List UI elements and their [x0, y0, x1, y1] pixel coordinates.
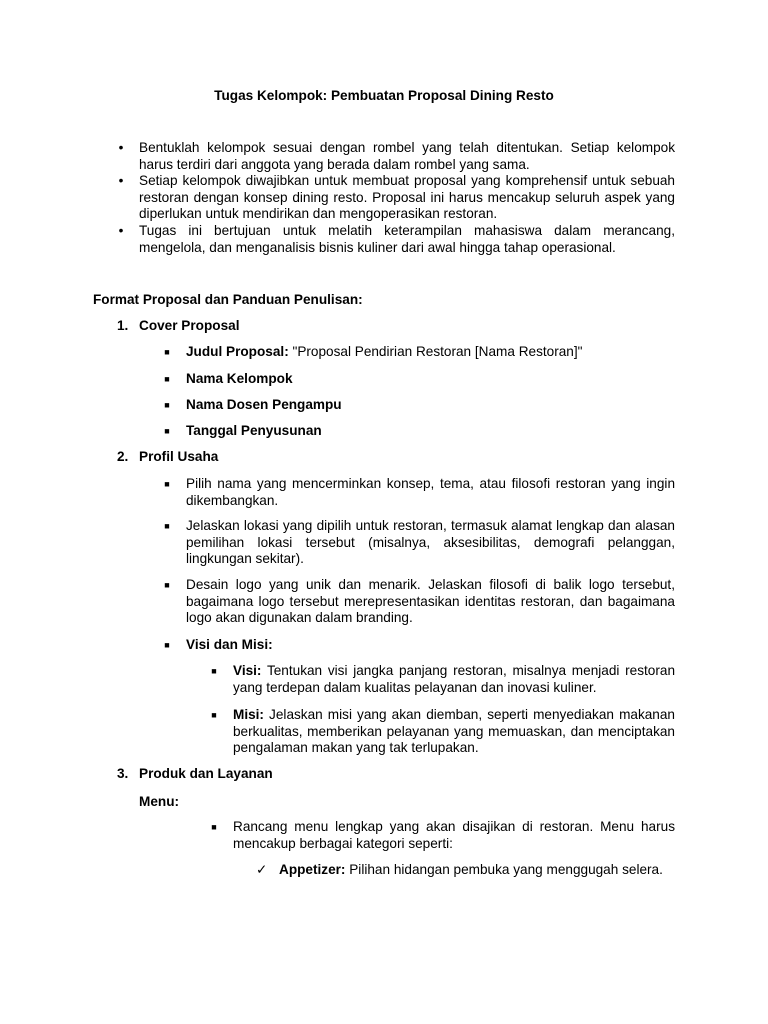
intro-bullet-text: Bentuklah kelompok sesuai dengan rombel yang telah ditentukan. Setiap kelompok harus terdiri dari anggota yang berada dalam rombel yang sama.: [139, 140, 675, 172]
list-item: [210, 663, 675, 696]
document-title: Tugas Kelompok: Pembuatan Proposal Dining Resto: [214, 88, 554, 103]
square-bullet-marker: ■: [164, 426, 170, 436]
intro-bullet: [120, 223, 675, 256]
bullet-marker: •: [118, 222, 124, 238]
list-item: [163, 476, 675, 509]
menu-heading: Menu:: [139, 794, 180, 809]
list-item: [163, 518, 675, 568]
item-label: Misi:: [233, 707, 264, 722]
list-item: [163, 397, 675, 414]
square-bullet-marker: ■: [211, 710, 217, 720]
checkmark-icon: ✓: [256, 862, 268, 877]
item-label: Tanggal Penyusunan: [186, 423, 322, 438]
square-bullet-marker: ■: [164, 400, 170, 410]
list-item: [210, 819, 675, 852]
square-bullet-marker: ■: [164, 347, 170, 357]
section-title: Profil Usaha: [139, 449, 219, 464]
square-bullet-marker: ■: [164, 374, 170, 384]
section-heading: [117, 449, 218, 466]
item-label: Nama Dosen Pengampu: [186, 397, 342, 412]
list-item: [163, 577, 675, 627]
bullet-marker: •: [118, 140, 124, 155]
intro-bullet: [120, 140, 675, 173]
square-bullet-marker: ■: [164, 521, 170, 531]
list-item: [163, 371, 675, 388]
item-text: Desain logo yang unik dan menarik. Jelaskan filosofi di balik logo tersebut, bagaimana logo tersebut merepresentasikan identitas restoran, dan bagaimana logo akan digunakan dalam branding.: [186, 577, 675, 626]
section-title: Cover Proposal: [139, 318, 240, 333]
section-number: 2.: [117, 449, 129, 464]
item-label: Visi dan Misi:: [186, 637, 273, 652]
bullet-marker: •: [118, 173, 124, 189]
section-number: 3.: [117, 766, 129, 781]
list-item: [256, 862, 675, 879]
square-bullet-marker: ■: [211, 666, 217, 676]
list-item: [163, 344, 675, 361]
item-text: Pilih nama yang mencerminkan konsep, tema, atau filosofi restoran yang ingin dikembangkan.: [186, 476, 675, 508]
item-text: Pilihan hidangan pembuka yang menggugah selera.: [345, 862, 663, 877]
item-text: Jelaskan lokasi yang dipilih untuk restoran, termasuk alamat lengkap dan alasan pemilihan lokasi tersebut (misalnya, aksesibilitas, demografi pelanggan, lingkungan sekitar).: [186, 518, 675, 567]
list-item: [163, 423, 675, 440]
square-bullet-marker: ■: [164, 479, 170, 489]
section-heading: [117, 766, 273, 783]
item-text: "Proposal Pendirian Restoran [Nama Restoran]": [288, 344, 583, 359]
item-label: Judul Proposal:: [186, 344, 289, 359]
section-title: Produk dan Layanan: [139, 766, 273, 781]
item-text: Rancang menu lengkap yang akan disajikan di restoran. Menu harus mencakup berbagai kategori seperti:: [233, 819, 675, 851]
item-text: Tentukan visi jangka panjang restoran, misalnya menjadi restoran yang terdepan dalam kualitas pelayanan dan inovasi kuliner.: [233, 663, 675, 695]
square-bullet-marker: ■: [164, 640, 170, 650]
section-heading: [117, 318, 239, 335]
item-text: Jelaskan misi yang akan diemban, seperti menyediakan makanan berkualitas, memberikan pelayanan yang memuaskan, dan menciptakan pengalaman makan yang tak terlupakan.: [233, 707, 675, 756]
square-bullet-marker: ■: [211, 822, 217, 832]
intro-bullet-text: Tugas ini bertujuan untuk melatih keterampilan mahasiswa dalam merancang, mengelola, dan menganalisis bisnis kuliner dari awal hingga tahap operasional.: [139, 222, 675, 255]
item-label: Nama Kelompok: [186, 371, 293, 386]
square-bullet-marker: ■: [164, 580, 170, 590]
intro-bullet-text: Setiap kelompok diwajibkan untuk membuat proposal yang komprehensif untuk sebuah restoran dengan konsep dining resto. Proposal ini harus mencakup seluruh aspek yang diperlukan untuk mendirikan dan mengoperasikan restoran.: [139, 173, 675, 222]
item-label: Appetizer:: [279, 862, 346, 877]
list-item: [210, 707, 675, 757]
item-label: Visi:: [233, 663, 262, 678]
format-heading: Format Proposal dan Panduan Penulisan:: [93, 292, 363, 307]
section-number: 1.: [117, 318, 129, 333]
list-item: [163, 637, 675, 654]
intro-bullet: [120, 173, 675, 223]
intro-bullet-list: [120, 140, 675, 256]
